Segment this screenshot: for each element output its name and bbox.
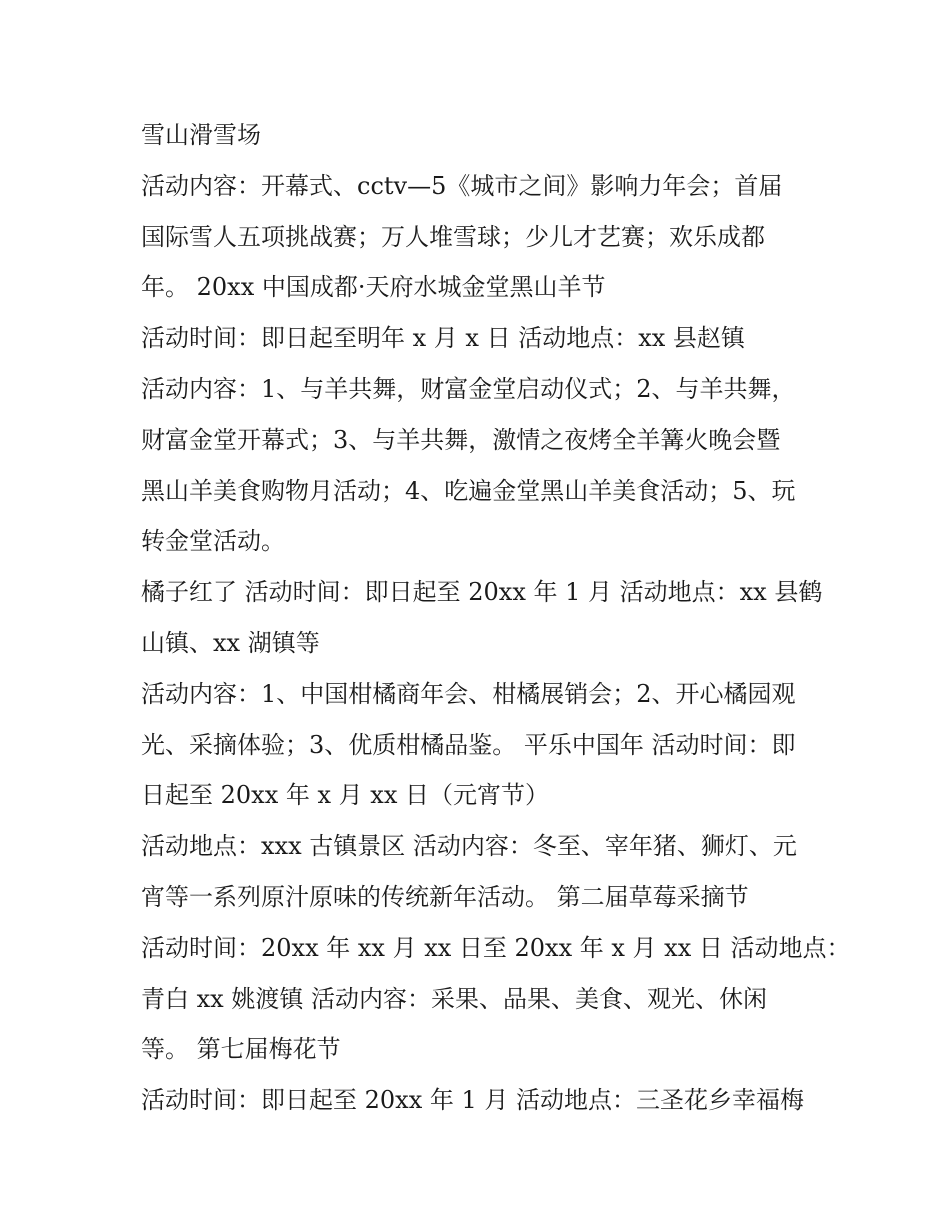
text-line: 山镇、xx 湖镇等	[141, 628, 320, 657]
text-line: 活动内容：1、中国柑橘商年会、柑橘展销会；2、开心橘园观	[141, 679, 796, 708]
text-line: 活动内容：开幕式、cctv—5《城市之间》影响力年会；首届	[141, 171, 783, 200]
text-line: 财富金堂开幕式；3、与羊共舞，激情之夜烤全羊篝火晚会暨	[141, 425, 781, 454]
text-line: 光、采摘体验；3、优质柑橘品鉴。 平乐中国年 活动时间：即	[141, 730, 796, 759]
text-line: 日起至 20xx 年 x 月 xx 日（元宵节）	[141, 781, 549, 810]
text-line: 活动内容：1、与羊共舞，财富金堂启动仪式；2、与羊共舞，	[141, 374, 796, 403]
text-line: 活动时间：即日起至 20xx 年 1 月 活动地点：三圣花乡幸福梅	[141, 1086, 805, 1115]
text-line: 青白 xx 姚渡镇 活动内容：采果、品果、美食、观光、休闲	[141, 984, 767, 1013]
text-line: 等。 第七届梅花节	[141, 1035, 341, 1064]
text-line: 年。 20xx 中国成都·天府水城金堂黑山羊节	[141, 273, 606, 302]
text-line: 宵等一系列原汁原味的传统新年活动。 第二届草莓采摘节	[141, 882, 749, 911]
text-line: 活动时间：20xx 年 xx 月 xx 日至 20xx 年 x 月 xx 日 活动地点：	[141, 933, 851, 962]
document-body	[141, 110, 851, 1126]
text-line: 橘子红了 活动时间：即日起至 20xx 年 1 月 活动地点：xx 县鹤	[141, 578, 823, 607]
text-line: 活动地点：xxx 古镇景区 活动内容：冬至、宰年猪、狮灯、元	[141, 832, 797, 861]
text-line: 雪山滑雪场	[141, 121, 261, 149]
text-line: 黑山羊美食购物月活动；4、吃遍金堂黑山羊美食活动；5、玩	[141, 476, 796, 505]
text-line: 国际雪人五项挑战赛；万人堆雪球；少儿才艺赛；欢乐成都	[141, 222, 765, 251]
text-line: 转金堂活动。	[141, 527, 285, 556]
text-line: 活动时间：即日起至明年 x 月 x 日 活动地点：xx 县赵镇	[141, 324, 745, 353]
